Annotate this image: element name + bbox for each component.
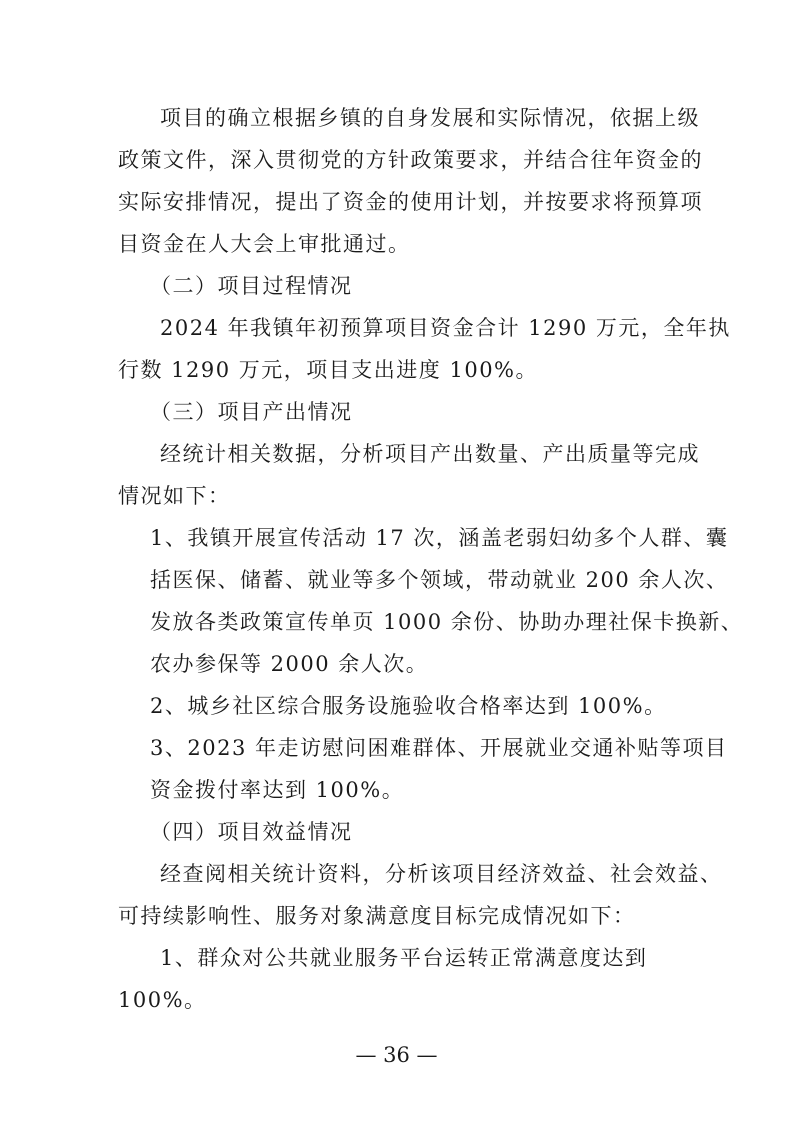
page-number: — 36 — bbox=[355, 1043, 438, 1067]
paragraph-line: 2024 年我镇年初预算项目资金合计 1290 万元，全年执 bbox=[160, 316, 731, 340]
list-item-line: 括医保、储蓄、就业等多个领域，带动就业 200 余人次、 bbox=[150, 568, 729, 592]
list-item-line: 100%。 bbox=[118, 988, 207, 1012]
paragraph-line: 可持续影响性、服务对象满意度目标完成情况如下： bbox=[118, 904, 636, 928]
list-item-line: 1、群众对公共就业服务平台运转正常满意度达到 bbox=[160, 946, 648, 970]
paragraph-line: 经统计相关数据，分析项目产出数量、产出质量等完成 bbox=[160, 442, 700, 466]
paragraph-line: 情况如下： bbox=[118, 484, 231, 508]
paragraph-line: 行数 1290 万元，项目支出进度 100%。 bbox=[118, 358, 539, 382]
list-item-line: 1、我镇开展宣传活动 17 次，涵盖老弱妇幼多个人群、囊 bbox=[150, 526, 729, 550]
section-heading: （三）项目产出情况 bbox=[150, 400, 353, 424]
paragraph-line: 政策文件，深入贯彻党的方针政策要求，并结合往年资金的 bbox=[118, 148, 703, 172]
paragraph-line: 经查阅相关统计资料，分析该项目经济效益、社会效益、 bbox=[160, 862, 723, 886]
list-item-line: 资金拨付率达到 100%。 bbox=[150, 778, 405, 802]
list-item-line: 发放各类政策宣传单页 1000 余份、协助办理社保卡换新、 bbox=[150, 610, 744, 634]
paragraph-line: 项目的确立根据乡镇的自身发展和实际情况，依据上级 bbox=[160, 106, 700, 130]
list-item-line: 农办参保等 2000 余人次。 bbox=[150, 652, 429, 676]
list-item-line: 3、2023 年走访慰问困难群体、开展就业交通补贴等项目 bbox=[150, 736, 728, 760]
paragraph-line: 目资金在人大会上审批通过。 bbox=[118, 232, 411, 256]
list-item-line: 2、城乡社区综合服务设施验收合格率达到 100%。 bbox=[150, 694, 667, 718]
paragraph-line: 实际安排情况，提出了资金的使用计划，并按要求将预算项 bbox=[118, 190, 703, 214]
section-heading: （四）项目效益情况 bbox=[150, 820, 353, 844]
section-heading: （二）项目过程情况 bbox=[150, 274, 353, 298]
